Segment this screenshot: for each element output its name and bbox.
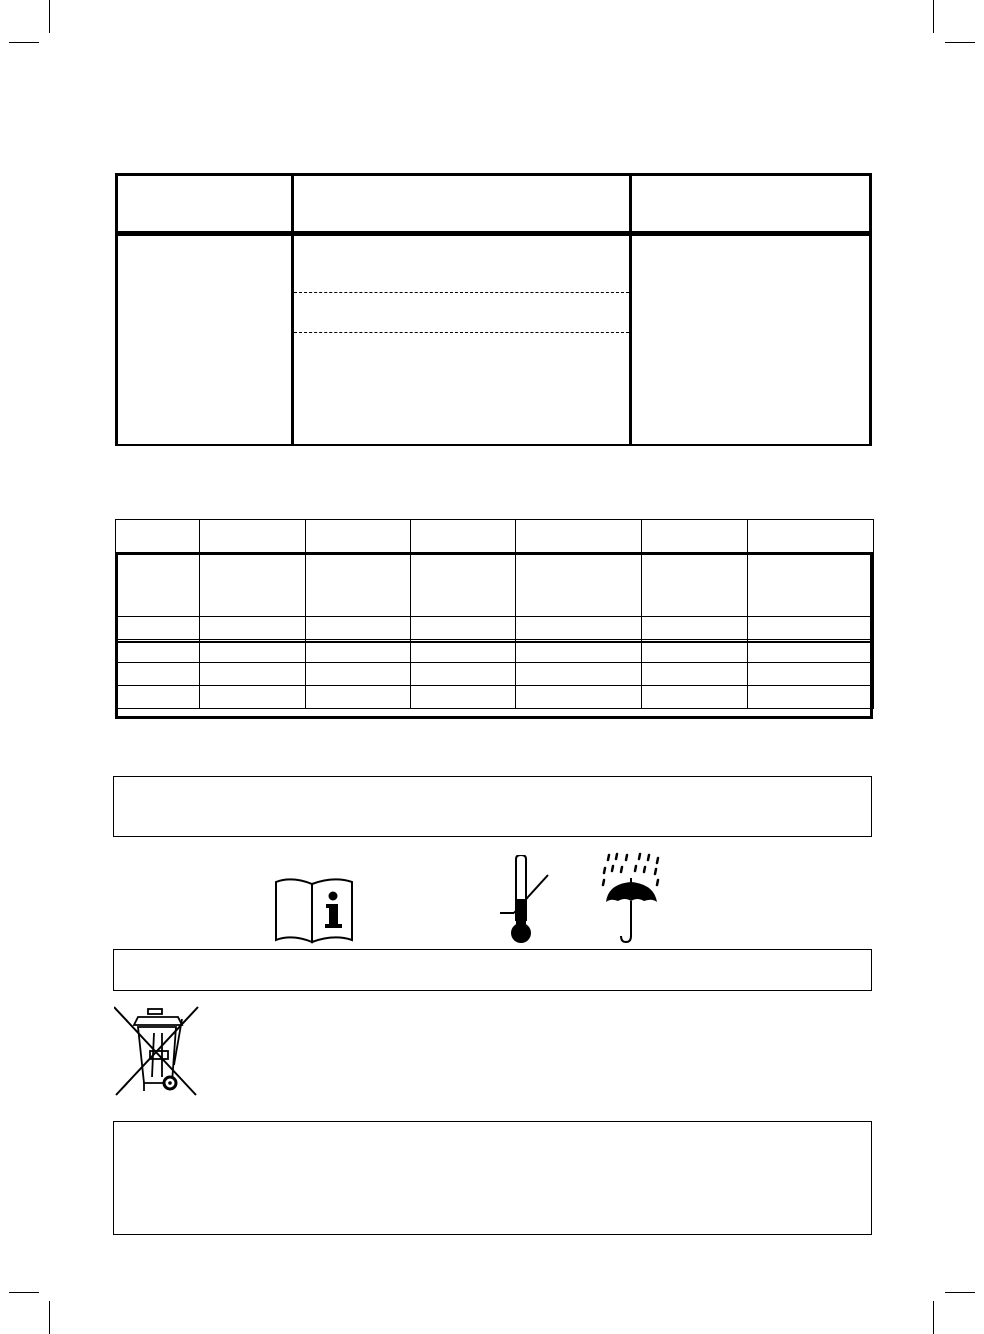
header-cell xyxy=(748,520,874,554)
table-cell xyxy=(200,663,306,686)
header-cell xyxy=(200,520,306,554)
crop-mark xyxy=(933,1301,934,1334)
read-manual-icon xyxy=(274,876,354,944)
table-cell xyxy=(642,617,748,640)
table-row xyxy=(116,617,874,640)
table-cell xyxy=(306,686,411,709)
notice-box xyxy=(113,949,872,991)
row-separator xyxy=(115,641,873,643)
table-cell xyxy=(642,663,748,686)
body-cell xyxy=(118,236,291,443)
table-cell xyxy=(411,663,516,686)
header-cell xyxy=(642,520,748,554)
table-row xyxy=(116,554,874,617)
table-row xyxy=(116,686,874,709)
table-cell xyxy=(748,554,874,617)
header-cell xyxy=(294,176,629,231)
table-cell xyxy=(748,686,874,709)
table-cell xyxy=(411,554,516,617)
technical-table xyxy=(115,173,872,446)
table-cell xyxy=(306,663,411,686)
disposal-text xyxy=(215,1010,870,1095)
table-cell xyxy=(516,554,642,617)
crop-mark xyxy=(9,1292,39,1293)
thermometer-icon xyxy=(496,855,552,945)
table-cell xyxy=(411,686,516,709)
header-cell xyxy=(116,520,200,554)
rain-umbrella-icon xyxy=(600,852,664,944)
crop-mark xyxy=(945,1292,975,1293)
body-cell xyxy=(294,333,629,443)
weee-crossed-bin-icon xyxy=(114,1005,202,1097)
header-cell xyxy=(411,520,516,554)
table-cell xyxy=(516,686,642,709)
table-cell xyxy=(642,686,748,709)
table-cell xyxy=(200,617,306,640)
table-cell xyxy=(116,686,200,709)
header-cell xyxy=(118,176,291,231)
table-cell xyxy=(748,663,874,686)
header-cell xyxy=(306,520,411,554)
table-cell xyxy=(516,663,642,686)
table-cell xyxy=(116,554,200,617)
body-cell xyxy=(294,293,629,332)
body-cell xyxy=(294,236,629,292)
table-row xyxy=(116,663,874,686)
crop-mark xyxy=(945,42,975,43)
notice-box xyxy=(113,1121,872,1235)
header-cell xyxy=(516,520,642,554)
crop-mark xyxy=(933,0,934,33)
crop-mark xyxy=(49,1301,50,1334)
table-cell xyxy=(200,554,306,617)
specs-table xyxy=(115,519,873,719)
crop-mark xyxy=(9,42,39,43)
table-cell xyxy=(116,617,200,640)
table-cell xyxy=(306,617,411,640)
notice-box xyxy=(113,776,872,837)
table-cell xyxy=(516,617,642,640)
table-cell xyxy=(116,663,200,686)
table-cell xyxy=(411,617,516,640)
header-cell xyxy=(632,176,869,231)
table-cell xyxy=(642,554,748,617)
table-cell xyxy=(748,617,874,640)
crop-mark xyxy=(49,0,50,33)
table-cell xyxy=(306,554,411,617)
table-cell xyxy=(200,686,306,709)
body-cell xyxy=(632,236,869,443)
